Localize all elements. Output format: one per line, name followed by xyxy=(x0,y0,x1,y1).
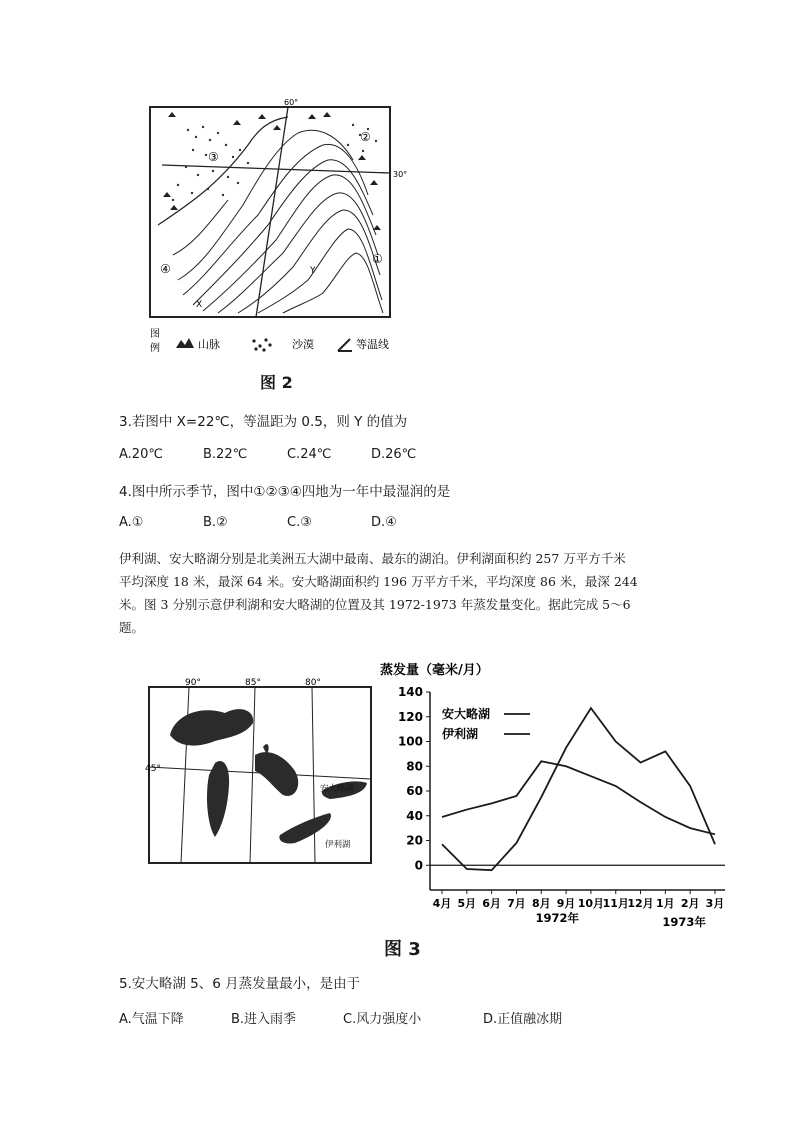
legend-title-b: 例 xyxy=(150,343,160,354)
passage xyxy=(119,547,679,639)
lon-label-90: 90° xyxy=(185,678,201,688)
y-tick-label: 120 xyxy=(397,709,423,724)
legend-label-mountain: 山脉 xyxy=(198,338,220,351)
series-line-erie xyxy=(442,761,715,834)
year-label-1972: 1972年 xyxy=(535,911,580,925)
series-line-ontario xyxy=(442,708,715,870)
legend-label-isotherm: 等温线 xyxy=(356,338,389,351)
chart-axes xyxy=(398,685,725,929)
isotherm-icon xyxy=(338,339,352,351)
legend-label: 伊利湖 xyxy=(442,727,479,741)
x-tick-label: 10月 xyxy=(577,897,605,910)
y-tick-label: 60 xyxy=(406,784,423,798)
lat-label-45: 45° xyxy=(145,764,161,774)
x-tick-label: 4月 xyxy=(432,897,452,910)
label-x: X xyxy=(196,300,203,310)
figure-2 xyxy=(148,98,418,395)
label-point-1: ① xyxy=(372,252,383,266)
x-tick-label: 9月 xyxy=(556,897,576,910)
q3-option-b[interactable]: B.22℃ xyxy=(203,447,248,462)
x-tick-label: 6月 xyxy=(482,897,501,910)
great-lakes-map xyxy=(145,675,380,870)
x-tick-label: 5月 xyxy=(457,897,477,910)
lon-label-85: 85° xyxy=(245,678,261,688)
legend-label-desert: 沙漠 xyxy=(292,338,314,351)
figure-3-map xyxy=(145,675,380,870)
figure-3-caption: 图 3 xyxy=(384,939,421,960)
legend-title-a: 图 xyxy=(150,329,160,340)
label-y: Y xyxy=(310,266,316,276)
mountain-icon xyxy=(176,338,194,348)
passage-line: 平均深度 18 米，最深 64 米。安大略湖面积约 196 万平方千米，平均深度 86 米，最深 244 xyxy=(119,574,638,589)
q4-option-a[interactable]: A.① xyxy=(119,515,144,530)
label-point-4: ④ xyxy=(160,262,171,276)
legend-label: 安大略湖 xyxy=(442,707,491,721)
year-label-1973: 1973年 xyxy=(662,915,706,929)
label-point-2: ② xyxy=(360,130,371,144)
x-tick-label: 11月 xyxy=(602,897,629,910)
x-tick-label: 8月 xyxy=(531,897,551,910)
x-tick-label: 12月 xyxy=(627,897,654,910)
desert-icon xyxy=(252,338,271,351)
q3-option-a[interactable]: A.20℃ xyxy=(119,447,163,462)
q4-option-d[interactable]: D.④ xyxy=(371,515,397,530)
chart-ylabel: 蒸发量（毫米/月） xyxy=(380,663,489,678)
q4-option-b[interactable]: B.② xyxy=(203,515,228,530)
x-tick-label: 3月 xyxy=(705,897,725,910)
y-tick-label: 80 xyxy=(406,759,423,774)
q5-option-d[interactable]: D.正值融冰期 xyxy=(483,1012,563,1027)
figure-2-caption: 图 2 xyxy=(260,373,293,392)
chart-legend xyxy=(442,706,530,741)
y-tick-label: 40 xyxy=(406,808,423,823)
x-tick-label: 2月 xyxy=(680,897,700,910)
passage-line: 米。图 3 分别示意伊利湖和安大略湖的位置及其 1972-1973 年蒸发量变化。据此完成 5～6 xyxy=(119,597,631,612)
y-tick-label: 140 xyxy=(397,685,423,699)
map-frame xyxy=(150,107,390,317)
label-lake-ontario: 安大略湖 xyxy=(320,784,355,794)
passage-line: 题。 xyxy=(119,620,145,635)
label-lat: 30° xyxy=(393,170,408,179)
label-point-3: ③ xyxy=(208,150,219,164)
evaporation-chart xyxy=(380,660,740,935)
q5-option-b[interactable]: B.进入雨季 xyxy=(231,1012,297,1027)
question-3-stem: 3.若图中 X=22℃，等温距为 0.5，则 Y 的值为 xyxy=(119,414,408,430)
x-tick-label: 7月 xyxy=(507,897,526,910)
passage-line: 伊利湖、安大略湖分别是北美洲五大湖中最南、最东的湖泊。伊利湖面积约 257 万平方千米 xyxy=(119,551,626,566)
q3-option-d[interactable]: D.26℃ xyxy=(371,447,417,462)
q4-option-c[interactable]: C.③ xyxy=(287,515,312,530)
figure-2-map xyxy=(148,98,418,395)
q5-option-a[interactable]: A.气温下降 xyxy=(119,1012,184,1027)
x-tick-label: 1月 xyxy=(656,897,675,910)
y-tick-label: 100 xyxy=(397,734,423,749)
figure-3-chart xyxy=(380,660,740,935)
question-5-stem: 5.安大略湖 5、6 月蒸发量最小，是由于 xyxy=(119,976,361,992)
label-lake-erie: 伊利湖 xyxy=(325,840,351,850)
q3-option-c[interactable]: C.24℃ xyxy=(287,447,332,462)
label-lon: 60° xyxy=(284,98,299,107)
lon-label-80: 80° xyxy=(305,678,321,688)
chart-lines xyxy=(442,708,715,870)
y-tick-label: 0 xyxy=(414,858,423,873)
q5-option-c[interactable]: C.风力强度小 xyxy=(343,1012,422,1027)
y-tick-label: 20 xyxy=(406,833,423,848)
question-4-stem: 4.图中所示季节，图中①②③④四地为一年中最湿润的是 xyxy=(119,484,451,500)
